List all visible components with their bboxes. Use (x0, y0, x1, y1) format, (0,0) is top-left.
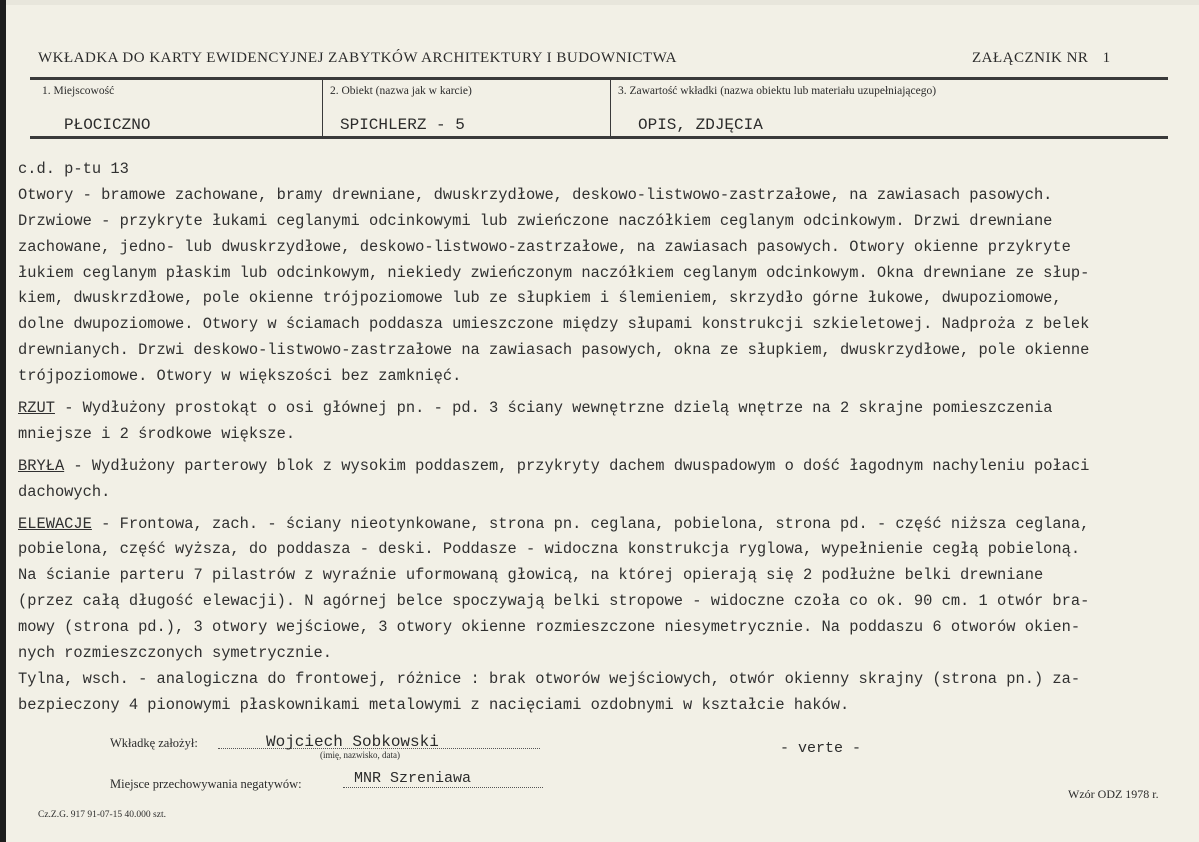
openings-line: drewnianych. Drzwi deskowo-listwowo-zastrzałowe na zawiasach pasowych, okna ze słupkiem, dwuskrzydłowe, pole okienne (18, 341, 1090, 360)
plan-section (18, 396, 1198, 448)
massing-text: - Wydłużony parterowy blok z wysokim poddaszem, przykryty dachem dwuspadowym o dość łagodnym nachyleniu połaci (64, 456, 1090, 475)
founder-hint: (imię, nazwisko, data) (320, 750, 400, 760)
massing-line (18, 454, 1198, 480)
openings-line: zachowane, jedno- lub dwuskrzydłowe, deskowo-listwowo-zastrzałowe, na zawiasach pasowych. Otwory okienne przykryte (18, 237, 1071, 256)
elevations-line (18, 512, 1198, 538)
elevations-section (18, 512, 1198, 667)
field-divider-2 (610, 79, 611, 137)
plan-line: mniejsze i 2 środkowe większe. (18, 424, 296, 443)
openings-line: Otwory - bramowe zachowane, bramy drewniane, dwuskrzydłowe, deskowo-listwowo-zastrzałowe, na zawiasach pasowych. (18, 185, 1053, 204)
field-label-contents: 3. Zawartość wkładki (nazwa obiektu lub materiału uzupełniającego) (618, 85, 937, 97)
openings-line: łukiem ceglanym płaskim lub odcinkowym, niekiedy zwieńczonym naczółkiem ceglanym odcinkowym. Okna drewniane ze słup- (18, 263, 1090, 282)
elevations-line: Na ścianie parteru 7 pilastrów z wyraźnie uformowaną głowicą, na której opierają się 2 podłużne belki drewniane (18, 566, 1044, 585)
elevations-text: - Frontowa, zach. - ściany nieotynkowane, strona pn. ceglana, pobielona, strona pd. - część niższa ceglana, (91, 514, 1090, 533)
annex-number: 1 (1102, 50, 1111, 66)
openings-line: kiem, dwuskrzdłowe, pole okienne trójpoziomowe lub ze słupkiem i ślemieniem, skrzydło górne łukowe, dwupoziomowe, (18, 289, 1062, 308)
annex-label (972, 50, 1111, 67)
elevations-line: (przez całą długość elewacji). N agórnej belce spoczywają belki stropowe - widoczne czoła co ok. 90 cm. 1 otwór bra- (18, 592, 1090, 611)
top-edge (6, 0, 1199, 5)
print-info: Cz.Z.G. 917 91-07-15 40.000 szt. (38, 810, 166, 820)
field-label-locality: 1. Miejscowość (42, 85, 115, 97)
openings-line: dolne dwupoziomowe. Otwory w ściamach poddasza umieszczone między słupami konstrukcji szkieletowej. Nadproża z belek (18, 315, 1090, 334)
negatives-value: MNR Szreniawa (354, 770, 472, 787)
rear-line: bezpieczony 4 pionowymi płaskownikami metalowymi z nacięciami ozdobnymi w kształcie haków. (18, 695, 850, 714)
field-value-locality: PŁOCICZNO (64, 116, 151, 134)
elevations-heading: ELEWACJE (18, 514, 92, 533)
form-title: WKŁADKA DO KARTY EWIDENCYJNEJ ZABYTKÓW ARCHITEKTURY I BUDOWNICTWA (38, 50, 677, 66)
elevations-line: nych rozmieszczonych symetrycznie. (18, 644, 333, 663)
elevations-line: pobielona, część wyższa, do poddasza - deski. Poddasze - widoczna konstrukcja ryglowa, wypełnienie cegłą pobieloną. (18, 540, 1081, 559)
field-value-contents: OPIS, ZDJĘCIA (638, 116, 763, 134)
openings-line: trójpoziomowe. Otwory w większości bez zamknięć. (18, 367, 462, 386)
field-label-object: 2. Obiekt (nazwa jak w karcie) (330, 85, 472, 97)
founder-label: Wkładkę założył: (110, 736, 198, 750)
massing-line: dachowych. (18, 482, 111, 501)
negatives-line (343, 787, 543, 788)
fields-rule (30, 136, 1168, 139)
field-value-object: SPICHLERZ - 5 (340, 116, 465, 134)
plan-heading: RZUT (18, 399, 55, 418)
negatives-label: Miejsce przechowywania negatywów: (110, 777, 302, 791)
openings-section (18, 183, 1198, 390)
field-divider-1 (322, 79, 323, 137)
left-edge (0, 0, 6, 842)
openings-line: Drzwiowe - przykryte łukami ceglanymi odcinkowymi lub zwieńczone naczółkiem ceglanym odcinkowym. Drzwi drewniane (18, 211, 1053, 230)
continuation-note: c.d. p-tu 13 (18, 160, 129, 178)
rear-line: Tylna, wsch. - analogiczna do frontowej, różnice : brak otworów wejściowych, otwór okienny skrajny (strona pn.) za- (18, 669, 1081, 688)
massing-section (18, 454, 1198, 506)
description-body (18, 157, 1198, 719)
plan-text: - Wydłużony prostokąt o osi głównej pn. - pd. 3 ściany wewnętrzne dzielą wnętrze na 2 skrajne pomieszczenia (54, 399, 1053, 418)
template-note: Wzór ODZ 1978 r. (1068, 787, 1159, 801)
massing-heading: BRYŁA (18, 456, 65, 475)
plan-line (18, 396, 1198, 422)
verte-note: - verte - (780, 740, 862, 757)
elevations-line: mowy (strona pd.), 3 otwory wejściowe, 3 otwory okienne rozmieszczone niesymetrycznie. Na poddaszu 6 otworów okien- (18, 618, 1081, 637)
annex-label-text: ZAŁĄCZNIK NR (972, 50, 1089, 66)
founder-signature: Wojciech Sobkowski (266, 733, 439, 751)
header-rule (30, 77, 1168, 80)
rear-elevation-section (18, 667, 1198, 719)
